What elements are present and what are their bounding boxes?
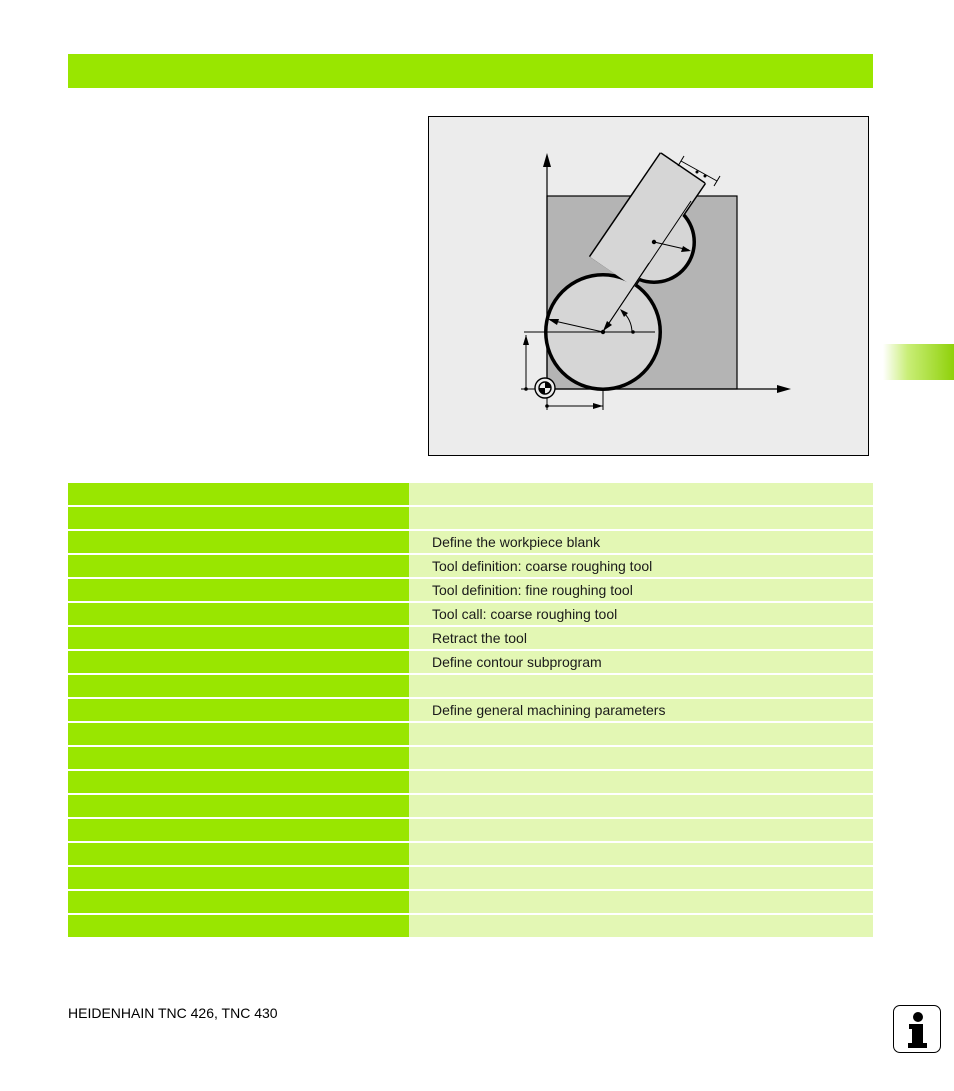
code-cell <box>68 531 409 553</box>
code-cell <box>68 747 409 769</box>
table-row <box>68 915 873 937</box>
datum-symbol <box>535 378 555 398</box>
table-row <box>68 699 873 721</box>
table-row <box>68 555 873 577</box>
code-cell <box>68 867 409 889</box>
comment-cell <box>409 867 873 889</box>
comment-cell: Retract the tool <box>409 627 873 649</box>
code-cell <box>68 843 409 865</box>
table-row <box>68 771 873 793</box>
chapter-tab <box>883 344 954 380</box>
comment-cell: Define general machining parameters <box>409 699 873 721</box>
table-row <box>68 531 873 553</box>
code-cell <box>68 603 409 625</box>
comment-cell: Tool call: coarse roughing tool <box>409 603 873 625</box>
comment-cell <box>409 819 873 841</box>
y-axis-arrow <box>543 153 551 167</box>
contour-figure <box>428 116 869 456</box>
code-cell <box>68 723 409 745</box>
comment-cell <box>409 771 873 793</box>
x-axis-arrow <box>777 385 791 393</box>
code-cell <box>68 483 409 505</box>
table-row <box>68 843 873 865</box>
table-row <box>68 795 873 817</box>
table-row <box>68 651 873 673</box>
comment-cell: Tool definition: coarse roughing tool <box>409 555 873 577</box>
code-cell <box>68 579 409 601</box>
table-row <box>68 579 873 601</box>
code-cell <box>68 675 409 697</box>
code-cell <box>68 819 409 841</box>
contour-drawing <box>429 117 870 457</box>
section-header-bar <box>68 54 873 88</box>
code-cell <box>68 771 409 793</box>
table-row <box>68 483 873 505</box>
table-row <box>68 507 873 529</box>
center-point <box>601 330 605 334</box>
table-row <box>68 819 873 841</box>
info-icon <box>893 1005 941 1053</box>
program-table <box>68 483 873 939</box>
comment-cell <box>409 795 873 817</box>
table-row <box>68 627 873 649</box>
code-cell <box>68 555 409 577</box>
comment-cell: Define the workpiece blank <box>409 531 873 553</box>
footer-product-name: HEIDENHAIN TNC 426, TNC 430 <box>68 1005 278 1021</box>
comment-cell <box>409 747 873 769</box>
comment-cell <box>409 891 873 913</box>
table-row <box>68 747 873 769</box>
table-row <box>68 867 873 889</box>
code-cell <box>68 627 409 649</box>
comment-cell <box>409 843 873 865</box>
code-cell <box>68 507 409 529</box>
code-cell <box>68 915 409 937</box>
comment-cell <box>409 723 873 745</box>
table-row <box>68 603 873 625</box>
table-row <box>68 675 873 697</box>
comment-cell <box>409 675 873 697</box>
code-cell <box>68 891 409 913</box>
code-cell <box>68 651 409 673</box>
comment-cell <box>409 483 873 505</box>
comment-cell: Define contour subprogram <box>409 651 873 673</box>
comment-cell <box>409 915 873 937</box>
code-cell <box>68 699 409 721</box>
comment-cell <box>409 507 873 529</box>
comment-cell: Tool definition: fine roughing tool <box>409 579 873 601</box>
code-cell <box>68 795 409 817</box>
table-row <box>68 891 873 913</box>
table-row <box>68 723 873 745</box>
